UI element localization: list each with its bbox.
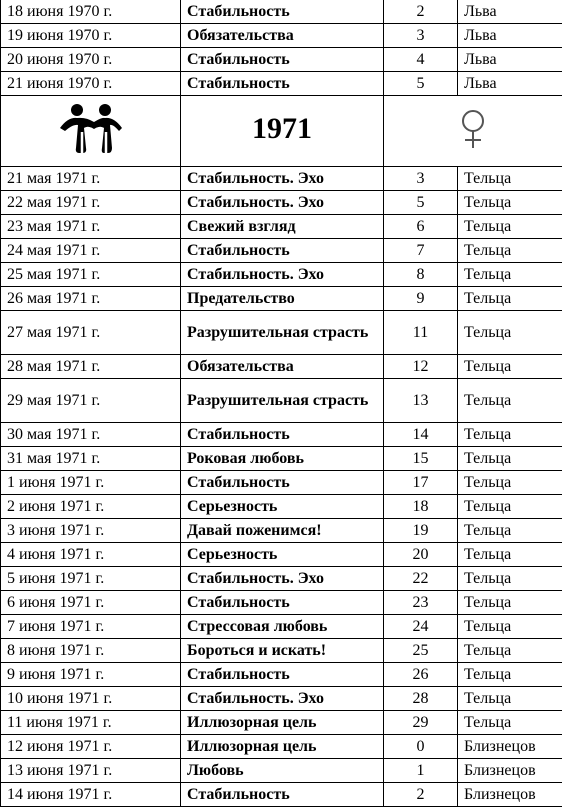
table-row xyxy=(1,287,562,311)
sign-cell: Тельца xyxy=(458,311,562,355)
date-cell: 27 мая 1971 г. xyxy=(1,311,181,355)
table-row xyxy=(1,495,562,519)
number-cell: 12 xyxy=(384,355,458,379)
meaning-cell: Стабильность xyxy=(181,48,384,72)
sign-cell: Близнецов xyxy=(458,783,562,807)
meaning-cell: Стабильность xyxy=(181,471,384,495)
meaning-cell: Стабильность xyxy=(181,239,384,263)
number-cell: 26 xyxy=(384,663,458,687)
venus-cell xyxy=(384,96,562,167)
meaning-cell: Стабильность xyxy=(181,663,384,687)
number-cell: 3 xyxy=(384,24,458,48)
date-cell: 24 мая 1971 г. xyxy=(1,239,181,263)
sign-cell: Тельца xyxy=(458,215,562,239)
date-cell: 29 мая 1971 г. xyxy=(1,379,181,423)
sign-cell: Тельца xyxy=(458,495,562,519)
number-cell: 2 xyxy=(384,0,458,24)
sign-cell: Тельца xyxy=(458,687,562,711)
sign-cell: Тельца xyxy=(458,191,562,215)
table-row xyxy=(1,783,562,807)
sign-cell: Тельца xyxy=(458,663,562,687)
date-cell: 22 мая 1971 г. xyxy=(1,191,181,215)
number-cell: 5 xyxy=(384,191,458,215)
date-cell: 8 июня 1971 г. xyxy=(1,639,181,663)
sign-cell: Тельца xyxy=(458,711,562,735)
table-row xyxy=(1,711,562,735)
date-cell: 13 июня 1971 г. xyxy=(1,759,181,783)
date-cell: 18 июня 1970 г. xyxy=(1,0,181,24)
year-header-row xyxy=(1,96,562,167)
sign-cell: Тельца xyxy=(458,355,562,379)
table-row xyxy=(1,615,562,639)
sign-cell: Льва xyxy=(458,0,562,24)
table-row xyxy=(1,215,562,239)
table-row xyxy=(1,687,562,711)
year-title: 1971 xyxy=(252,112,312,145)
sign-cell: Льва xyxy=(458,48,562,72)
table-row xyxy=(1,591,562,615)
date-cell: 30 мая 1971 г. xyxy=(1,423,181,447)
number-cell: 8 xyxy=(384,263,458,287)
number-cell: 9 xyxy=(384,287,458,311)
table-row xyxy=(1,191,562,215)
number-cell: 20 xyxy=(384,543,458,567)
table-row xyxy=(1,759,562,783)
sign-cell: Тельца xyxy=(458,239,562,263)
meaning-cell: Стабильность. Эхо xyxy=(181,567,384,591)
number-cell: 17 xyxy=(384,471,458,495)
table-row xyxy=(1,263,562,287)
sign-cell: Тельца xyxy=(458,167,562,191)
number-cell: 14 xyxy=(384,423,458,447)
date-cell: 20 июня 1970 г. xyxy=(1,48,181,72)
date-cell: 25 мая 1971 г. xyxy=(1,263,181,287)
date-cell: 28 мая 1971 г. xyxy=(1,355,181,379)
meaning-cell: Иллюзорная цель xyxy=(181,711,384,735)
meaning-cell: Стабильность xyxy=(181,72,384,96)
sign-cell: Тельца xyxy=(458,543,562,567)
sign-cell: Тельца xyxy=(458,423,562,447)
table-row xyxy=(1,167,562,191)
date-cell: 11 июня 1971 г. xyxy=(1,711,181,735)
number-cell: 15 xyxy=(384,447,458,471)
meaning-cell: Стрессовая любовь xyxy=(181,615,384,639)
meaning-cell: Стабильность. Эхо xyxy=(181,167,384,191)
date-cell: 21 июня 1970 г. xyxy=(1,72,181,96)
date-cell: 23 мая 1971 г. xyxy=(1,215,181,239)
table-row xyxy=(1,0,562,24)
table-row xyxy=(1,471,562,495)
date-cell: 4 июня 1971 г. xyxy=(1,543,181,567)
sign-cell: Тельца xyxy=(458,615,562,639)
meaning-cell: Свежий взгляд xyxy=(181,215,384,239)
date-cell: 7 июня 1971 г. xyxy=(1,615,181,639)
sign-cell: Тельца xyxy=(458,591,562,615)
table-row xyxy=(1,239,562,263)
sign-cell: Тельца xyxy=(458,639,562,663)
rows-1971 xyxy=(1,167,562,807)
number-cell: 4 xyxy=(384,48,458,72)
meaning-cell: Роковая любовь xyxy=(181,447,384,471)
meaning-cell: Стабильность. Эхо xyxy=(181,263,384,287)
sign-cell: Тельца xyxy=(458,447,562,471)
meaning-cell: Разрушительная страсть xyxy=(181,311,384,355)
meaning-cell: Обязательства xyxy=(181,24,384,48)
sign-cell: Льва xyxy=(458,72,562,96)
table-row xyxy=(1,379,562,423)
date-cell: 12 июня 1971 г. xyxy=(1,735,181,759)
table-row xyxy=(1,72,562,96)
meaning-cell: Любовь xyxy=(181,759,384,783)
date-cell: 1 июня 1971 г. xyxy=(1,471,181,495)
number-cell: 0 xyxy=(384,735,458,759)
meaning-cell: Стабильность xyxy=(181,591,384,615)
year-cell xyxy=(181,96,384,167)
table-row xyxy=(1,663,562,687)
meaning-cell: Стабильность xyxy=(181,423,384,447)
table-row xyxy=(1,543,562,567)
gemini-twins-icon xyxy=(58,104,124,154)
sign-cell: Тельца xyxy=(458,471,562,495)
rows-1970 xyxy=(1,0,562,96)
table-row xyxy=(1,567,562,591)
table-row xyxy=(1,639,562,663)
date-cell: 19 июня 1970 г. xyxy=(1,24,181,48)
date-cell: 26 мая 1971 г. xyxy=(1,287,181,311)
date-cell: 5 июня 1971 г. xyxy=(1,567,181,591)
number-cell: 1 xyxy=(384,759,458,783)
table-row xyxy=(1,48,562,72)
table-row xyxy=(1,24,562,48)
table-row xyxy=(1,735,562,759)
meaning-cell: Стабильность. Эхо xyxy=(181,191,384,215)
meaning-cell: Стабильность xyxy=(181,783,384,807)
meaning-cell: Обязательства xyxy=(181,355,384,379)
sign-cell: Тельца xyxy=(458,379,562,423)
date-cell: 2 июня 1971 г. xyxy=(1,495,181,519)
number-cell: 23 xyxy=(384,591,458,615)
number-cell: 29 xyxy=(384,711,458,735)
meaning-cell: Давай поженимся! xyxy=(181,519,384,543)
number-cell: 19 xyxy=(384,519,458,543)
sign-cell: Тельца xyxy=(458,567,562,591)
number-cell: 11 xyxy=(384,311,458,355)
number-cell: 5 xyxy=(384,72,458,96)
number-cell: 28 xyxy=(384,687,458,711)
sign-cell: Тельца xyxy=(458,287,562,311)
gemini-cell xyxy=(1,96,181,167)
number-cell: 24 xyxy=(384,615,458,639)
date-cell: 21 мая 1971 г. xyxy=(1,167,181,191)
meaning-cell: Стабильность. Эхо xyxy=(181,687,384,711)
date-cell: 9 июня 1971 г. xyxy=(1,663,181,687)
number-cell: 6 xyxy=(384,215,458,239)
number-cell: 18 xyxy=(384,495,458,519)
sign-cell: Льва xyxy=(458,24,562,48)
date-cell: 6 июня 1971 г. xyxy=(1,591,181,615)
meaning-cell: Серьезность xyxy=(181,543,384,567)
date-cell: 10 июня 1971 г. xyxy=(1,687,181,711)
table-row xyxy=(1,355,562,379)
number-cell: 2 xyxy=(384,783,458,807)
number-cell: 3 xyxy=(384,167,458,191)
meaning-cell: Предательство xyxy=(181,287,384,311)
number-cell: 22 xyxy=(384,567,458,591)
table-row xyxy=(1,311,562,355)
meaning-cell: Иллюзорная цель xyxy=(181,735,384,759)
venus-symbol-icon xyxy=(460,109,486,149)
date-cell: 14 июня 1971 г. xyxy=(1,783,181,807)
number-cell: 13 xyxy=(384,379,458,423)
date-cell: 3 июня 1971 г. xyxy=(1,519,181,543)
date-cell: 31 мая 1971 г. xyxy=(1,447,181,471)
sign-cell: Тельца xyxy=(458,263,562,287)
meaning-cell: Стабильность xyxy=(181,0,384,24)
meaning-cell: Разрушительная страсть xyxy=(181,379,384,423)
sign-cell: Близнецов xyxy=(458,735,562,759)
table-row xyxy=(1,447,562,471)
table-row xyxy=(1,519,562,543)
table-row xyxy=(1,423,562,447)
year-header-section xyxy=(1,96,562,167)
meaning-cell: Бороться и искать! xyxy=(181,639,384,663)
number-cell: 7 xyxy=(384,239,458,263)
number-cell: 25 xyxy=(384,639,458,663)
sign-cell: Тельца xyxy=(458,519,562,543)
sign-cell: Близнецов xyxy=(458,759,562,783)
meaning-cell: Серьезность xyxy=(181,495,384,519)
